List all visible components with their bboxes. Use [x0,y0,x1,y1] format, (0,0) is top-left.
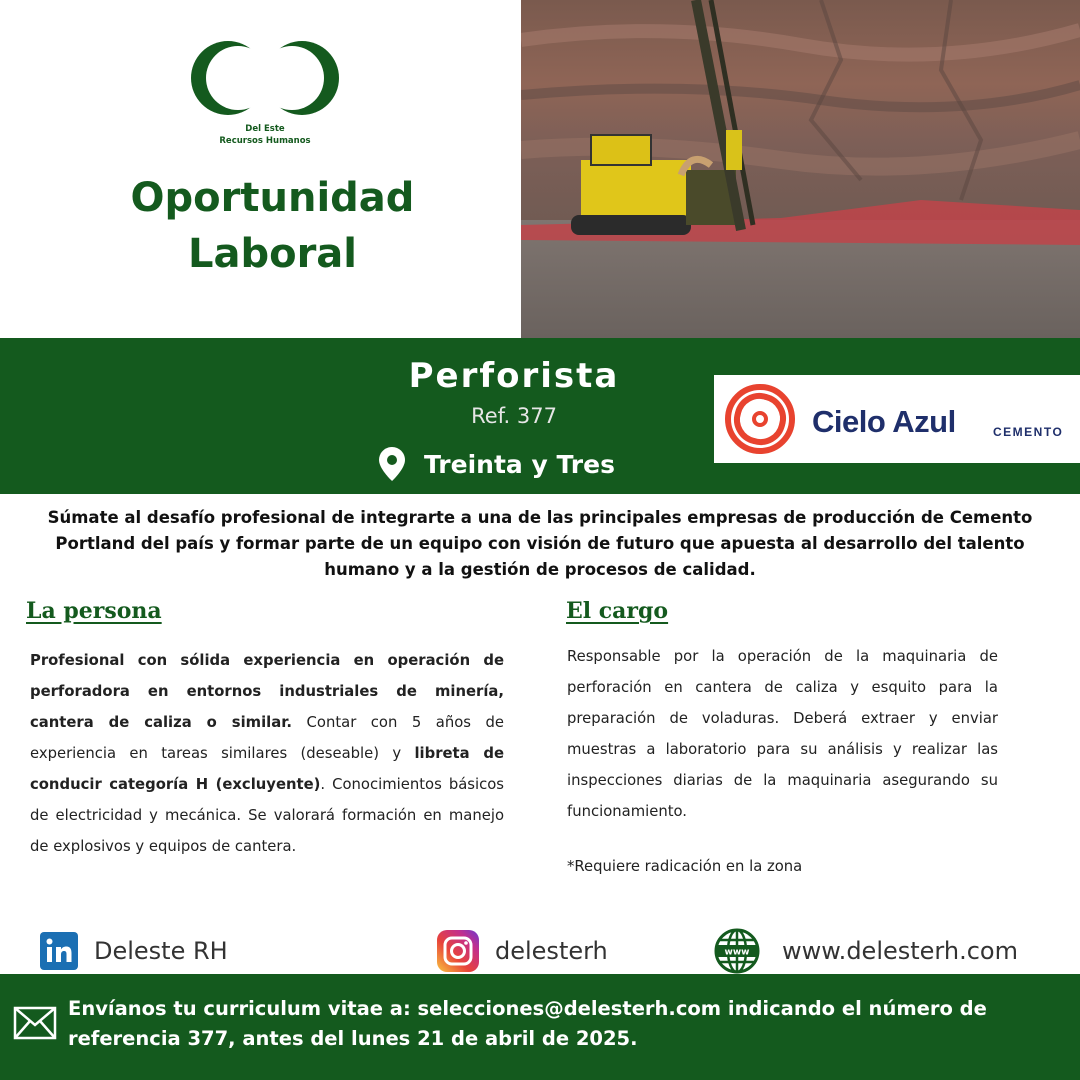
website-label: www.delesterh.com [782,937,1018,965]
job-reference: Ref. 377 [471,404,557,428]
header-panel [0,0,521,338]
persona-bold-2: libreta de conducir categoría H (excluyente) [30,745,505,793]
swirl-logo-icon [716,375,804,463]
logo-text-line1: Del Este [245,124,285,134]
location-text: Treinta y Tres [424,449,615,479]
headline-line1: Oportunidad [130,175,415,221]
cargo-description: Responsable por la operación de la maquinaria de perforación en cantera de caliza y esquito para la preparación de voladuras. Deberá extraer y enviar muestras a laboratorio para su análisis y realizar las inspecciones diarias de la maquinaria asegurando su funcionamiento. [567,648,998,820]
cargo-heading: El cargo [566,598,669,624]
persona-text-1: Contar con 5 años de experiencia en tareas similares (deseable) y [30,714,504,762]
intro-paragraph: Súmate al desafío profesional de integrarte a una de las principales empresas de producción de Cemento Portland del país y formar parte de un equipo con visión de futuro que apuesta al desarrollo del talento humano y a la gestión de procesos de calidad. [47,508,1033,579]
job-title: Perforista [408,356,620,396]
persona-description [30,645,504,862]
double-crescent-logo-icon [185,35,345,125]
footer-text: Envíanos tu curriculum vitae a: selecciones@delesterh.com indicando el número de referencia 377, antes del lunes 21 de abril de 2025. [68,997,987,1050]
job-location [378,446,615,482]
persona-heading: La persona [26,598,162,624]
client-name: Cielo Azul [812,404,956,439]
persona-text-2: . Conocimientos básicos de electricidad y mecánica. Se valorará formación en manejo de explosivos y equipos de cantera. [30,776,504,855]
map-pin-icon [378,446,406,482]
cargo-note: *Requiere radicación en la zona [567,858,803,875]
website-link[interactable] [714,928,1018,974]
quarry-drill-photo [521,0,1080,338]
instagram-label: delesterh [495,937,608,965]
linkedin-icon [40,932,78,970]
company-logo [185,35,345,150]
globe-www-icon [714,928,760,974]
client-logo [714,375,1080,463]
footer-banner [0,974,1080,1080]
svg-text:www: www [724,947,750,958]
client-subtitle: CEMENTO [993,425,1064,439]
instagram-icon [437,930,479,972]
headline [0,170,545,282]
headline-line2: Laboral [187,231,358,277]
logo-text-line2: Recursos Humanos [219,136,311,146]
linkedin-link[interactable] [40,928,228,974]
linkedin-label: Deleste RH [94,937,228,965]
persona-bold-1: Profesional con sólida experiencia en operación de perforadora en entornos industriales de minería, cantera de caliza o similar. [30,652,504,731]
mail-icon [13,1006,57,1040]
instagram-link[interactable] [437,928,608,974]
